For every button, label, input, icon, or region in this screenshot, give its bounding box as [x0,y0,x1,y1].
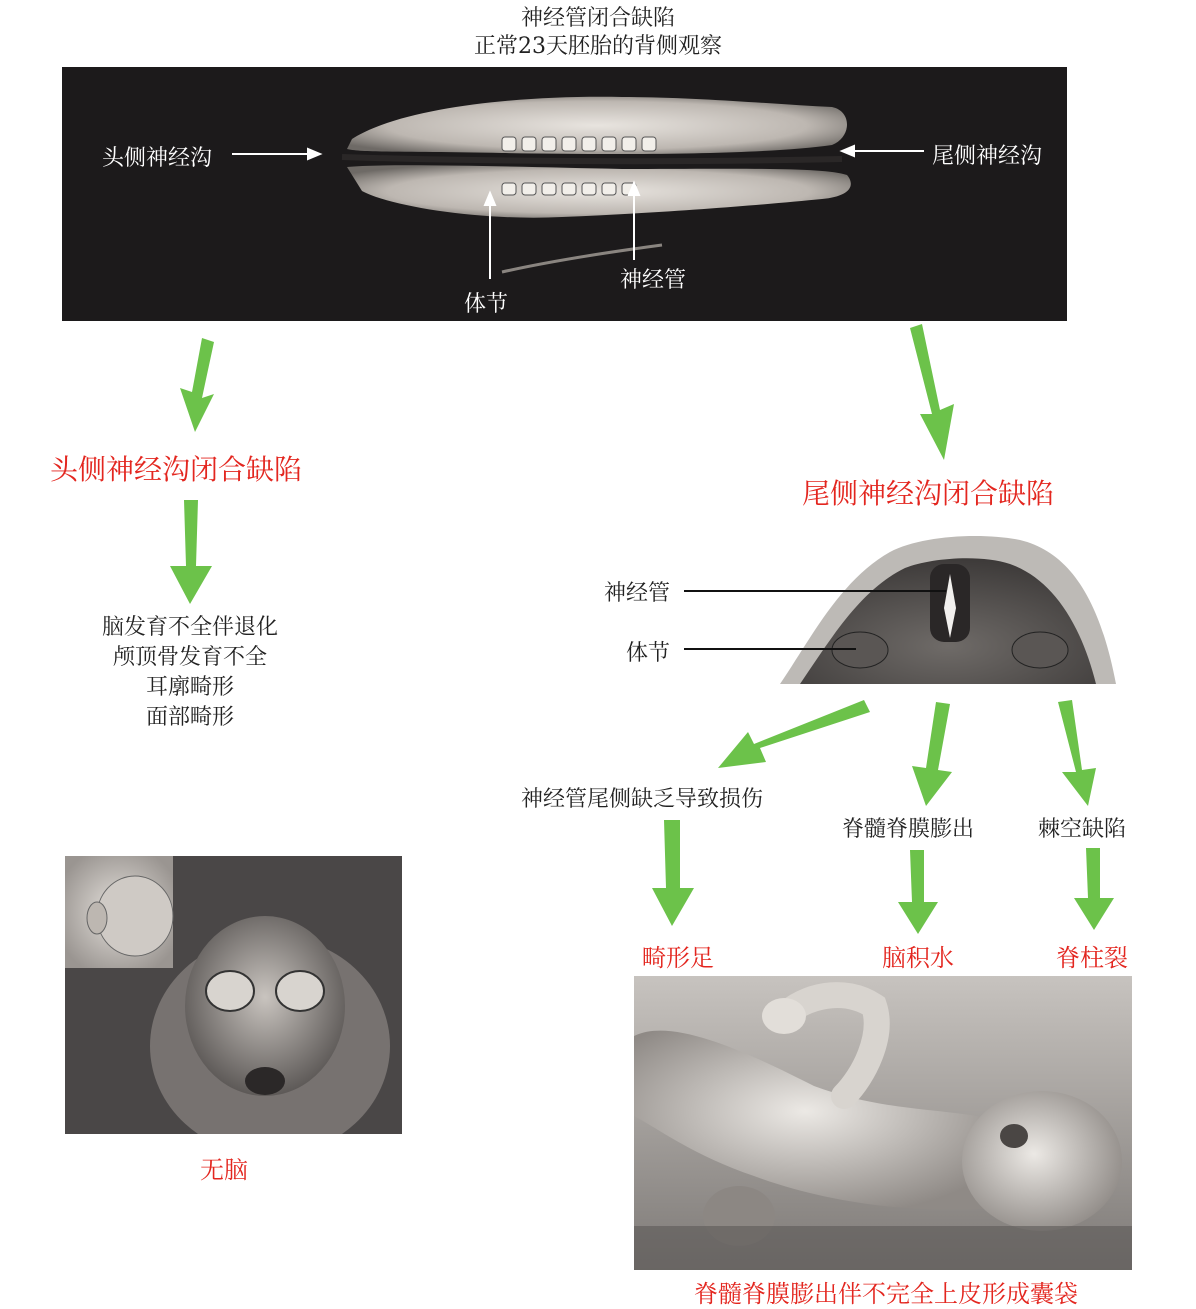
diagram-subtitle: 正常23天胚胎的背侧观察 [474,34,722,59]
section-label-somite: 体节 [626,641,671,666]
outcome-myelomeningocele: 脊髓脊膜膨出 [842,817,975,842]
anencephaly-caption: 无脑 [200,1156,248,1184]
anencephaly-illustration [65,856,402,1134]
arrow-to-outcome-right [1058,700,1096,806]
label-cranial-neural-groove: 头侧神经沟 [102,146,213,171]
caudal-defect-heading: 尾侧神经沟闭合缺陷 [802,477,1055,510]
arrow-to-outcome-left [718,700,870,768]
outcome-spinous-defect: 棘空缺陷 [1038,817,1127,842]
arrow-to-result-left [652,820,694,926]
result-clubfoot: 畸形足 [642,944,714,972]
arrow-to-result-mid [898,850,938,934]
cranial-effect-item: 面部畸形 [145,705,234,730]
cranial-effect-item: 颅顶骨发育不全 [112,645,267,670]
section-leader-lines [680,580,960,660]
diagram-title: 神经管闭合缺陷 [520,6,675,31]
section-label-neural-tube: 神经管 [604,581,671,606]
infant-illustration [634,976,1132,1270]
cranial-effect-item: 耳廓畸形 [145,675,234,700]
cranial-effects-list [60,613,320,733]
label-caudal-neural-groove: 尾侧神经沟 [932,144,1043,169]
myelomeningocele-photo [634,976,1132,1270]
myelomeningocele-caption: 脊髓脊膜膨出伴不完全上皮形成囊袋 [694,1280,1078,1308]
label-neural-tube: 神经管 [620,268,687,293]
arrow-to-cranial-effects [170,500,212,604]
arrow-to-caudal-heading [910,324,954,460]
outcome-caudal-deficiency-injury: 神经管尾侧缺乏导致损伤 [521,787,764,812]
cranial-effect-item: 脑发育不全伴退化 [101,615,278,640]
result-spina-bifida: 脊柱裂 [1056,944,1128,972]
label-somite: 体节 [464,292,509,317]
cranial-defect-heading: 头侧神经沟闭合缺陷 [50,453,303,486]
arrow-to-cranial-heading [180,338,214,432]
arrow-to-result-right [1074,848,1114,930]
result-hydrocephalus: 脑积水 [882,944,954,972]
arrow-to-outcome-mid [912,702,952,806]
anencephaly-photo [65,856,402,1134]
